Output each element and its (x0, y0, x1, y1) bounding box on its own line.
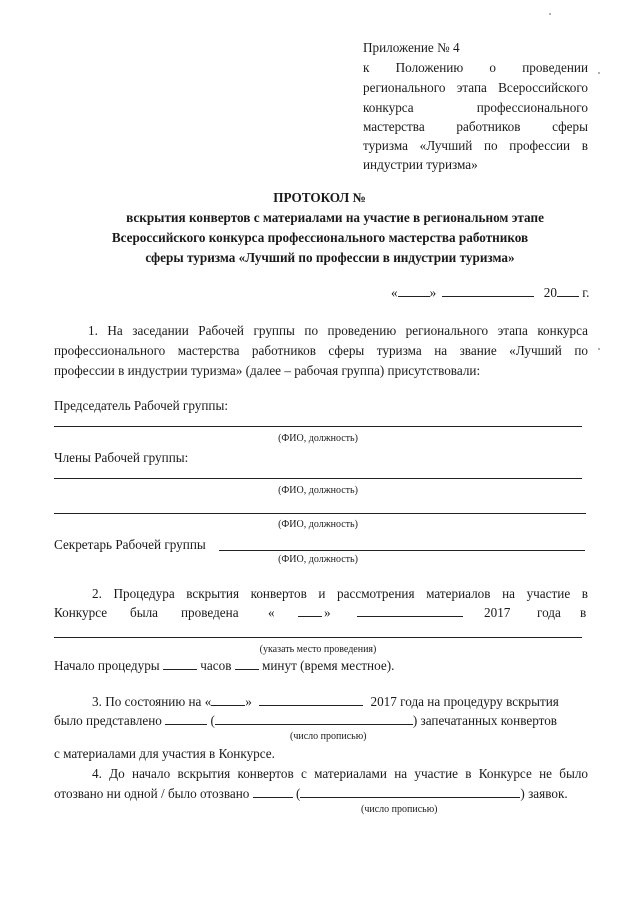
date-year-prefix: 20 (543, 285, 557, 300)
appendix-title: Приложение № 4 (363, 40, 460, 55)
appendix-line: туризма «Лучший по профессии в (363, 138, 588, 153)
fio-caption: (ФИО, должность) (278, 433, 358, 444)
document-subtitle-line: сферы туризма «Лучший по профессии в индустрии туризма» (145, 250, 515, 265)
month-blank[interactable] (357, 603, 463, 617)
section1-line: профессионального мастерства работников сферы туризма на звание «Лучший по (54, 343, 588, 358)
section1-line: 1. На заседании Рабочей группы по проведению регионального этапа конкурса (88, 323, 588, 338)
fio-caption: (ФИО, должность) (278, 485, 358, 496)
section1-line: профессии в индустрии туризма» (далее – рабочая группа) присутствовали: (54, 363, 481, 378)
document-subtitle-line: вскрытия конвертов с материалами на участие в региональном этапе (126, 210, 544, 225)
start-time-line: Начало процедуры часов минут (время местное). (54, 658, 395, 673)
day-blank[interactable] (398, 283, 430, 297)
appendix-line: к Положению о проведении (363, 60, 588, 75)
appendix-line: конкурса профессионального (363, 100, 588, 115)
protocol-date (391, 283, 589, 302)
appendix-line: мастерства работников сферы (363, 119, 588, 134)
section3-line: было представлено ( ) запечатанных конвертов (54, 713, 558, 728)
appendix-line: индустрии туризма» (363, 157, 478, 172)
appendix-line: регионального этапа Всероссийского (363, 80, 588, 95)
month-blank[interactable] (259, 692, 363, 706)
count-caption: (число прописью) (290, 731, 367, 742)
date-close-quote: » (429, 285, 437, 300)
year-blank[interactable] (557, 283, 579, 297)
fio-caption: (ФИО, должность) (278, 554, 358, 565)
section3-line: 3. По состоянию на « » 2017 года на процедуру вскрытия (92, 694, 559, 709)
member-blank[interactable] (54, 513, 586, 514)
document-subtitle-line: Всероссийского конкурса профессионального мастерства работников (111, 230, 529, 245)
members-label: Члены Рабочей группы: (54, 450, 189, 465)
date-suffix: г. (582, 285, 590, 300)
count-words-blank[interactable] (215, 711, 413, 725)
hours-blank[interactable] (163, 656, 197, 670)
count-caption: (число прописью) (361, 804, 438, 815)
section4-line: 4. До начало вскрытия конвертов с материалами на участие в Конкурсе не было (92, 766, 588, 781)
count-words-blank[interactable] (300, 784, 520, 798)
secretary-blank[interactable] (219, 550, 585, 551)
document-title: ПРОТОКОЛ № (273, 190, 366, 205)
count-blank[interactable] (165, 711, 207, 725)
date-open-quote: « (391, 285, 398, 300)
section3-line: с материалами для участия в Конкурсе. (54, 746, 275, 761)
fio-caption: (ФИО, должность) (278, 519, 358, 530)
place-caption: (указать место проведения) (259, 644, 377, 655)
minutes-blank[interactable] (235, 656, 259, 670)
count-blank[interactable] (253, 784, 293, 798)
chairman-label: Председатель Рабочей группы: (54, 398, 228, 413)
secretary-label: Секретарь Рабочей группы (54, 537, 206, 552)
member-blank[interactable] (54, 478, 582, 479)
section4-line: отозвано ни одной / было отозвано ( ) заявок. (54, 786, 568, 801)
section2-line: 2. Процедура вскрытия конвертов и рассмотрения материалов на участие в (92, 586, 588, 601)
day-blank[interactable] (298, 603, 322, 617)
scan-mark (598, 72, 600, 74)
chairman-blank[interactable] (54, 426, 582, 427)
day-blank[interactable] (211, 692, 245, 706)
place-blank[interactable] (54, 637, 582, 638)
month-blank[interactable] (442, 283, 534, 297)
scan-mark (549, 13, 551, 15)
scan-mark (598, 348, 600, 350)
